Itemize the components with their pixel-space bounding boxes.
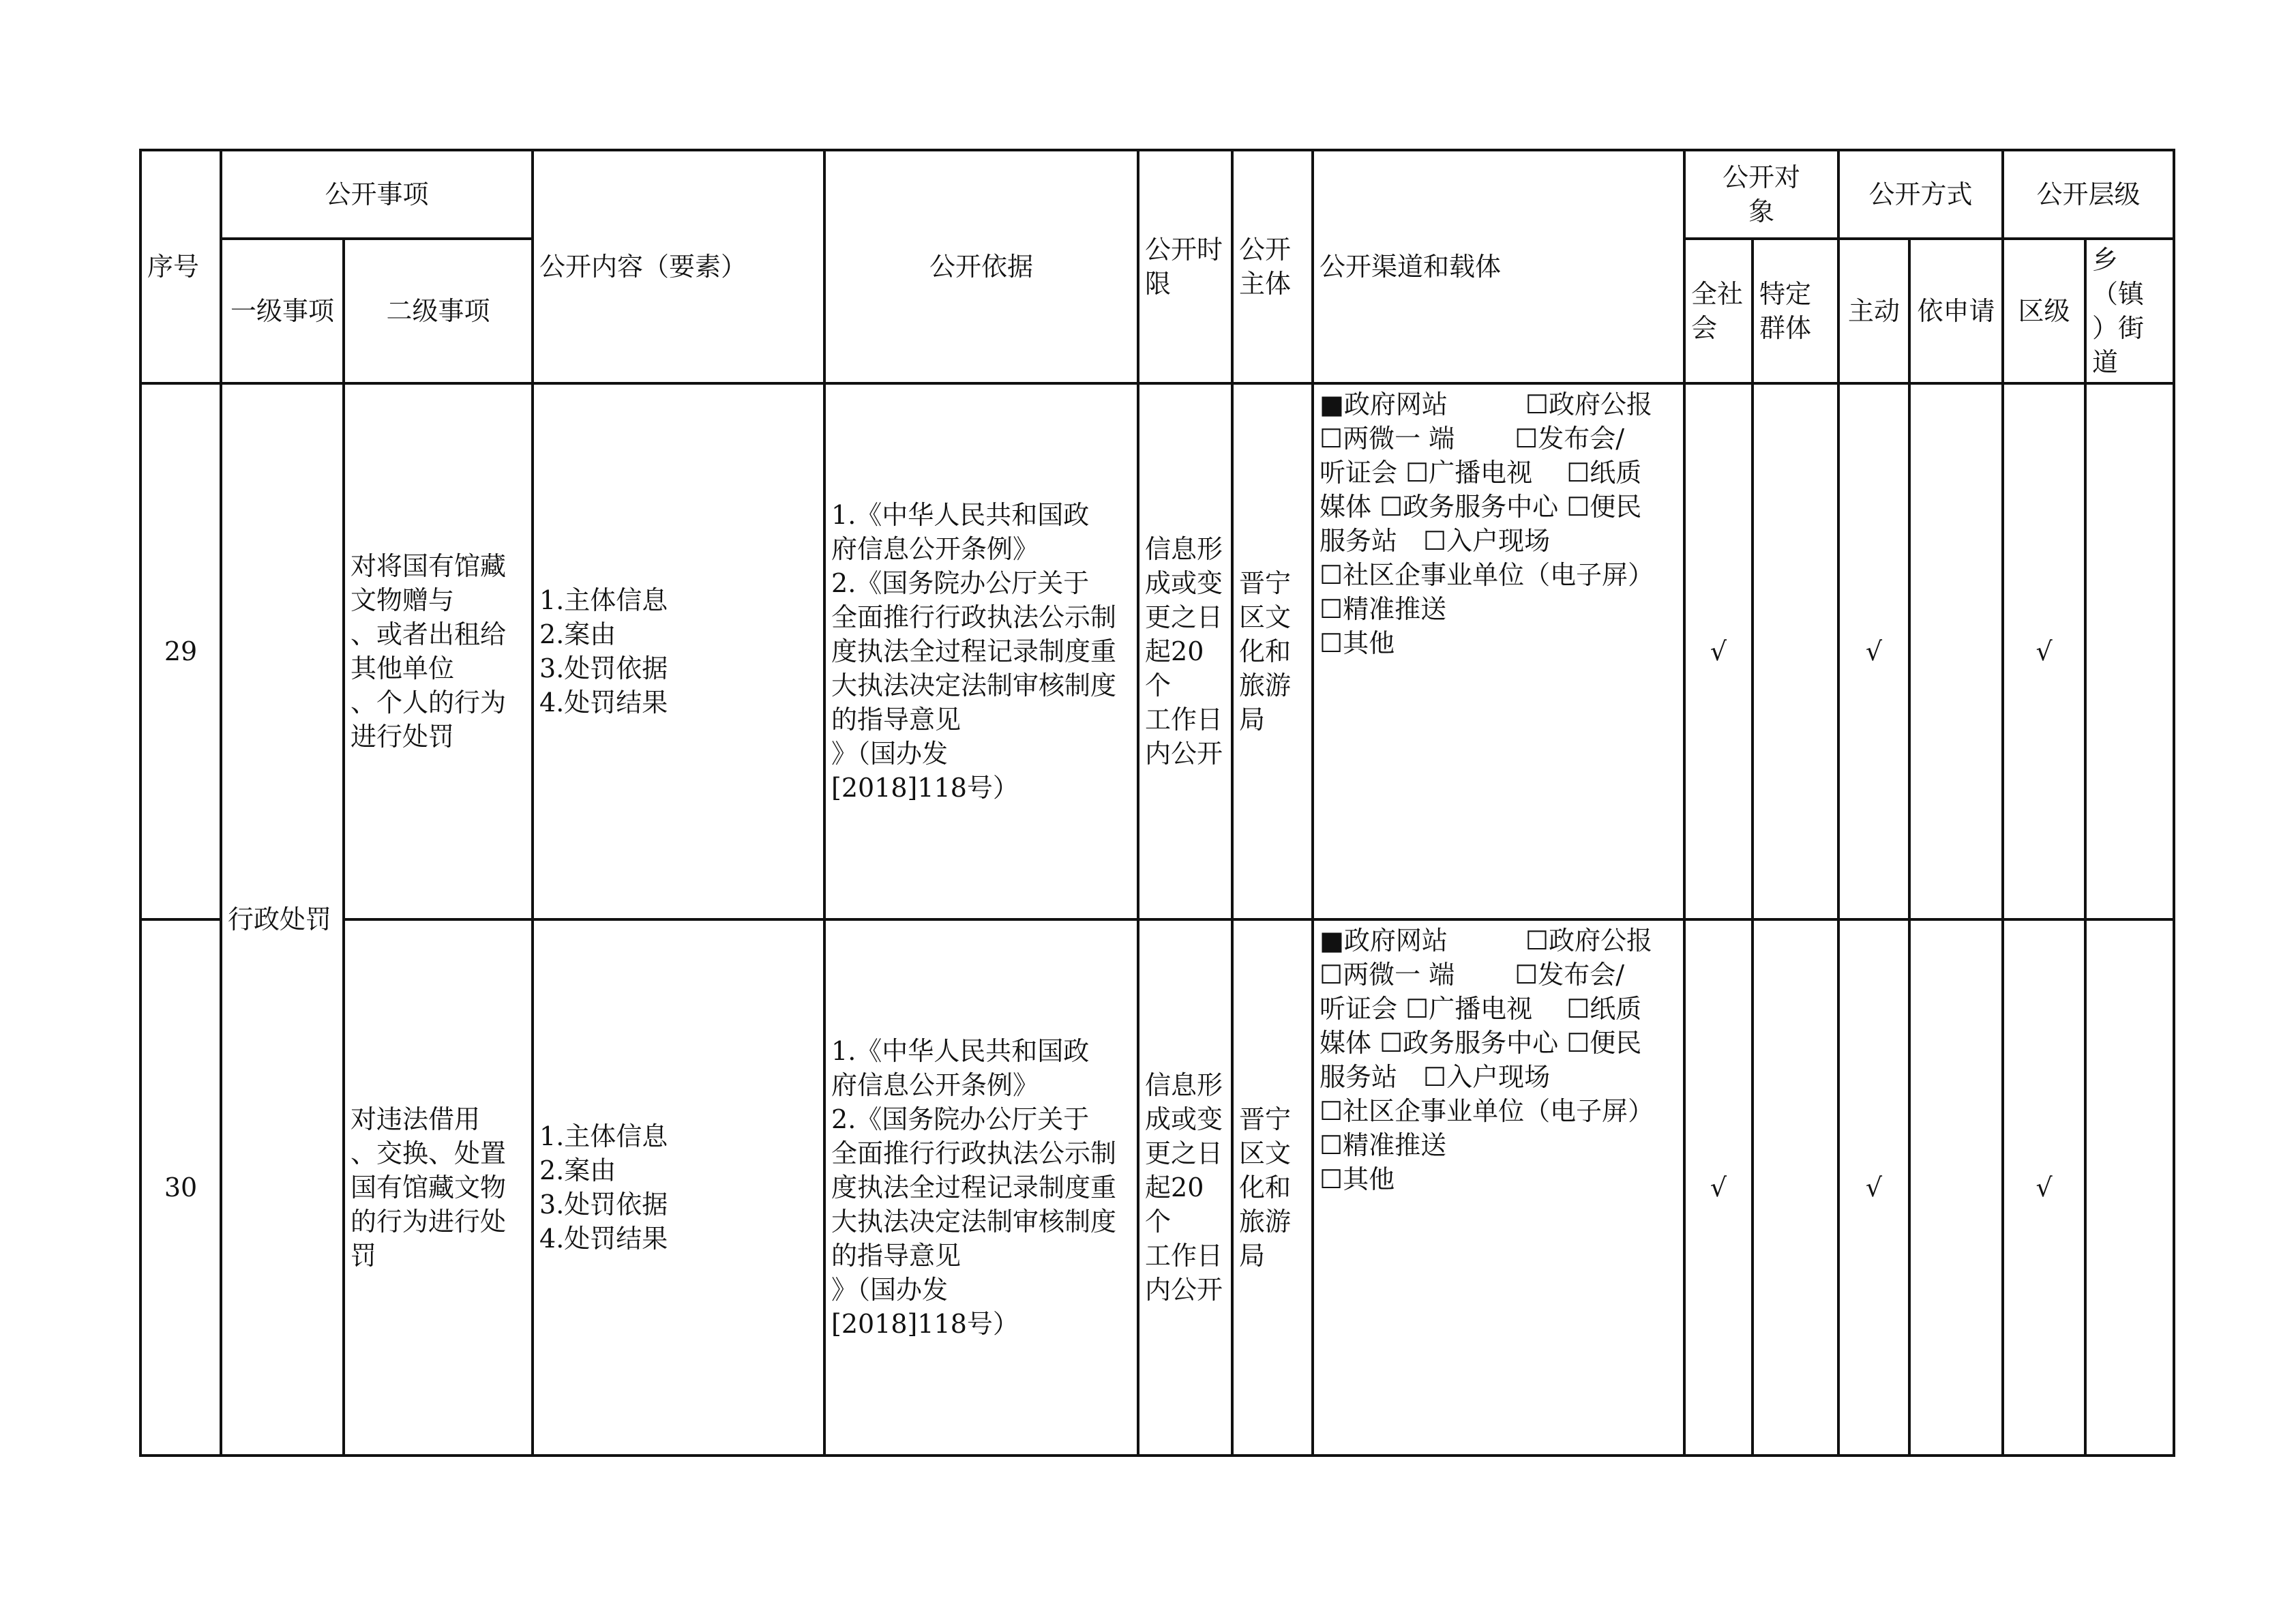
check-level-town [2085,383,2174,919]
check-target-all: √ [1684,383,1753,919]
row-basis: 1.《中华人民共和国政 府信息公开条例》 2.《国务院办公厅关于 全面推行行政执法公示制 度执法全过程记录制度重 大执法决定法制审核制度 的指导意见 》（国办发 [2018]118号） [824,383,1138,919]
row-time-limit: 信息形 成或变 更之日 起20个 工作日 内公开 [1138,383,1232,919]
check-target-group [1753,919,1838,1456]
header-method-active: 主动 [1838,239,1909,383]
channel-line: ☐社区企事业单位（电子屏） [1320,1096,1654,1126]
check-method-request [1909,919,2003,1456]
row-seq: 29 [140,383,221,919]
check-method-request [1909,383,2003,919]
check-level-district: √ [2003,383,2085,919]
header-items: 公开事项 [221,150,533,239]
header-method: 公开方式 [1838,150,2003,239]
row-time-limit: 信息形 成或变 更之日 起20个 工作日 内公开 [1138,919,1232,1456]
channel-line: 媒体 ☐政务服务中心 ☐便民 [1320,492,1642,522]
channel-line: 服务站 ☐入户现场 [1320,526,1551,556]
channel-line: ■政府网站 ☐政府公报 [1320,389,1652,419]
header-row-1 [140,150,2174,239]
channel-line: ☐社区企事业单位（电子屏） [1320,560,1654,590]
header-level: 公开层级 [2003,150,2174,239]
channel-line: ■政府网站 ☐政府公报 [1320,926,1652,956]
channel-line: 听证会 ☐广播电视 ☐纸质 [1320,458,1642,488]
row-seq: 30 [140,919,221,1456]
header-subject: 公开 主体 [1232,150,1313,383]
row-subject: 晋宁 区文 化和 旅游 局 [1232,919,1313,1456]
check-level-town [2085,919,2174,1456]
header-level1: 一级事项 [221,239,344,383]
header-content: 公开内容（要素） [533,150,824,383]
header-target-all: 全社 会 [1684,239,1753,383]
row-channels [1313,383,1684,919]
header-seq: 序号 [140,150,221,383]
row-content: 1.主体信息 2.案由 3.处罚依据 4.处罚结果 [533,919,824,1456]
row-subject: 晋宁 区文 化和 旅游 局 [1232,383,1313,919]
header-time-limit: 公开时 限 [1138,150,1232,383]
header-level-district: 区级 [2003,239,2085,383]
check-target-all: √ [1684,919,1753,1456]
table-row [140,383,2174,919]
header-basis: 公开依据 [824,150,1138,383]
header-target: 公开对 象 [1684,150,1838,239]
check-method-active: √ [1838,919,1909,1456]
table-row [140,919,2174,1456]
channel-line: ☐精准推送 [1320,1130,1447,1160]
row-content: 1.主体信息 2.案由 3.处罚依据 4.处罚结果 [533,383,824,919]
channel-line: 服务站 ☐入户现场 [1320,1062,1551,1092]
row-channels [1313,919,1684,1456]
check-method-active: √ [1838,383,1909,919]
channel-line: ☐两微一 端 ☐发布会/ [1320,960,1625,990]
row-level2: 对违法借用 、交换、处置 国有馆藏文物 的行为进行处 罚 [344,919,533,1456]
header-method-request: 依申请 [1909,239,2003,383]
header-target-group: 特定 群体 [1753,239,1838,383]
check-target-group [1753,383,1838,919]
header-channels: 公开渠道和载体 [1313,150,1684,383]
channel-line: ☐两微一 端 ☐发布会/ [1320,424,1625,454]
channel-line: ☐精准推送 [1320,594,1447,624]
check-level-district: √ [2003,919,2085,1456]
header-level-town: 乡 （镇 ）街 道 [2085,239,2174,383]
channel-line: ☐其他 [1320,1164,1395,1194]
channel-line: 媒体 ☐政务服务中心 ☐便民 [1320,1028,1642,1058]
level1-item: 行政处罚 [221,383,344,1456]
channel-line: 听证会 ☐广播电视 ☐纸质 [1320,994,1642,1024]
disclosure-table [139,149,2175,1457]
header-level2: 二级事项 [344,239,533,383]
row-basis: 1.《中华人民共和国政 府信息公开条例》 2.《国务院办公厅关于 全面推行行政执法公示制 度执法全过程记录制度重 大执法决定法制审核制度 的指导意见 》（国办发 [2018]118号） [824,919,1138,1456]
channel-line: ☐其他 [1320,628,1395,658]
row-level2: 对将国有馆藏 文物赠与 、或者出租给 其他单位 、个人的行为 进行处罚 [344,383,533,919]
